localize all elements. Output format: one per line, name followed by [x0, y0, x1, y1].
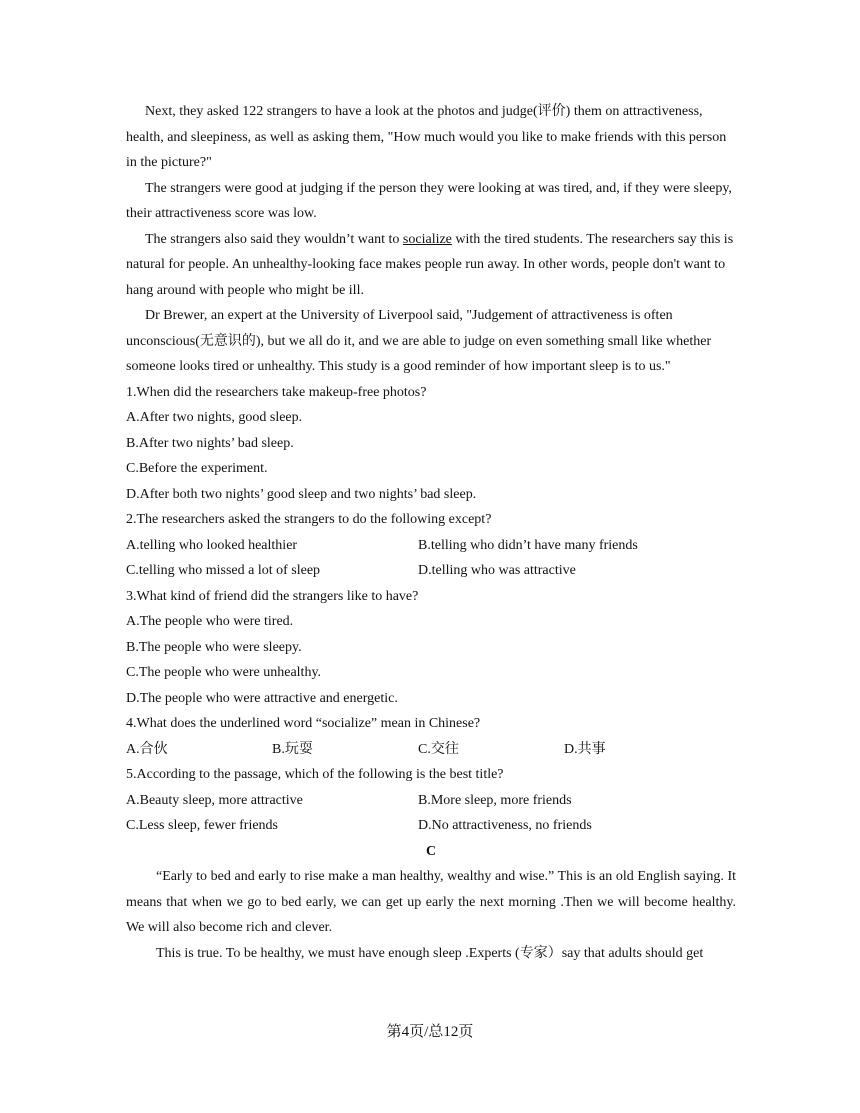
question-stem: 5.According to the passage, which of the following is the best title?	[126, 767, 504, 782]
options-row	[126, 533, 736, 559]
underlined-word: socialize	[402, 231, 452, 247]
answer-option: B.After two nights’ bad sleep.	[126, 435, 294, 451]
question-stem: 3.What kind of friend did the strangers like to have?	[126, 588, 419, 604]
answer-option: C.telling who missed a lot of sleep	[126, 563, 321, 578]
answer-option: B.telling who didn’t have many friends	[418, 537, 638, 553]
page-content	[126, 99, 736, 966]
options-row	[126, 813, 736, 839]
paragraph-text: with the tired students. The researchers say this is natural for people. An unhealthy-looking face makes people run away. In other words, people don't want to hang around with people who might be ill.	[126, 231, 734, 298]
section-heading: C	[425, 843, 437, 859]
answer-option: B.More sleep, more friends	[418, 792, 572, 808]
passage-paragraph: The strangers were good at judging if the person they were looking at was tired, and, if they were sleepy, their attractiveness score was low.	[126, 180, 732, 221]
answer-option: A.The people who were tired.	[126, 614, 294, 629]
answer-option: D.telling who was attractive	[418, 563, 576, 578]
passage-paragraph: Dr Brewer, an expert at the University of Liverpool said, "Judgement of attractiveness is often unconscious(无意识的), but we all do it, and we are able to judge on even something small like whether someone looks tired or unhealthy. This study is a good reminder of how important sleep is to us."	[126, 308, 712, 374]
passage-paragraph: “Early to bed and early to rise make a man healthy, wealthy and wise.” This is an old English saying. It means that when we go to bed early, we can get up early the next morning .Then we will become healthy. We will also become rich and clever.	[126, 869, 736, 935]
answer-option: D.共事	[564, 741, 606, 757]
answer-option: C.The people who were unhealthy.	[126, 665, 322, 680]
answer-option: A.After two nights, good sleep.	[126, 410, 303, 425]
page-number-footer: 第4页/总12页	[386, 1024, 474, 1040]
passage-paragraph	[126, 227, 736, 304]
answer-option: A.合伙	[126, 741, 168, 757]
passage-paragraph: Next, they asked 122 strangers to have a look at the photos and judge(评价) them on attractiveness, health, and sleepiness, as well as asking them, "How much would you like to make friends with this person in the picture?"	[126, 104, 727, 170]
passage-paragraph: This is true. To be healthy, we must have enough sleep .Experts (专家）say that adults should get	[156, 945, 704, 961]
answer-option: C.Less sleep, fewer friends	[126, 818, 279, 833]
answer-option: C.Before the experiment.	[126, 461, 268, 476]
answer-option: B.The people who were sleepy.	[126, 639, 302, 655]
answer-option: A.Beauty sleep, more attractive	[126, 792, 303, 808]
options-row	[126, 788, 736, 814]
answer-option: C.交往	[418, 741, 459, 757]
question-stem: 1.When did the researchers take makeup-free photos?	[126, 384, 427, 400]
question-stem: 4.What does the underlined word “socialize” mean in Chinese?	[126, 716, 481, 731]
answer-option: A.telling who looked healthier	[126, 537, 298, 553]
options-row	[126, 558, 736, 584]
answer-option: D.No attractiveness, no friends	[418, 818, 592, 833]
options-row	[126, 737, 736, 763]
paragraph-text: The strangers also said they wouldn’t want to	[145, 231, 403, 247]
answer-option: B.玩耍	[272, 741, 313, 757]
question-stem: 2.The researchers asked the strangers to do the following except?	[126, 512, 492, 527]
answer-option: D.The people who were attractive and energetic.	[126, 690, 398, 706]
answer-option: D.After both two nights’ good sleep and two nights’ bad sleep.	[126, 486, 477, 502]
